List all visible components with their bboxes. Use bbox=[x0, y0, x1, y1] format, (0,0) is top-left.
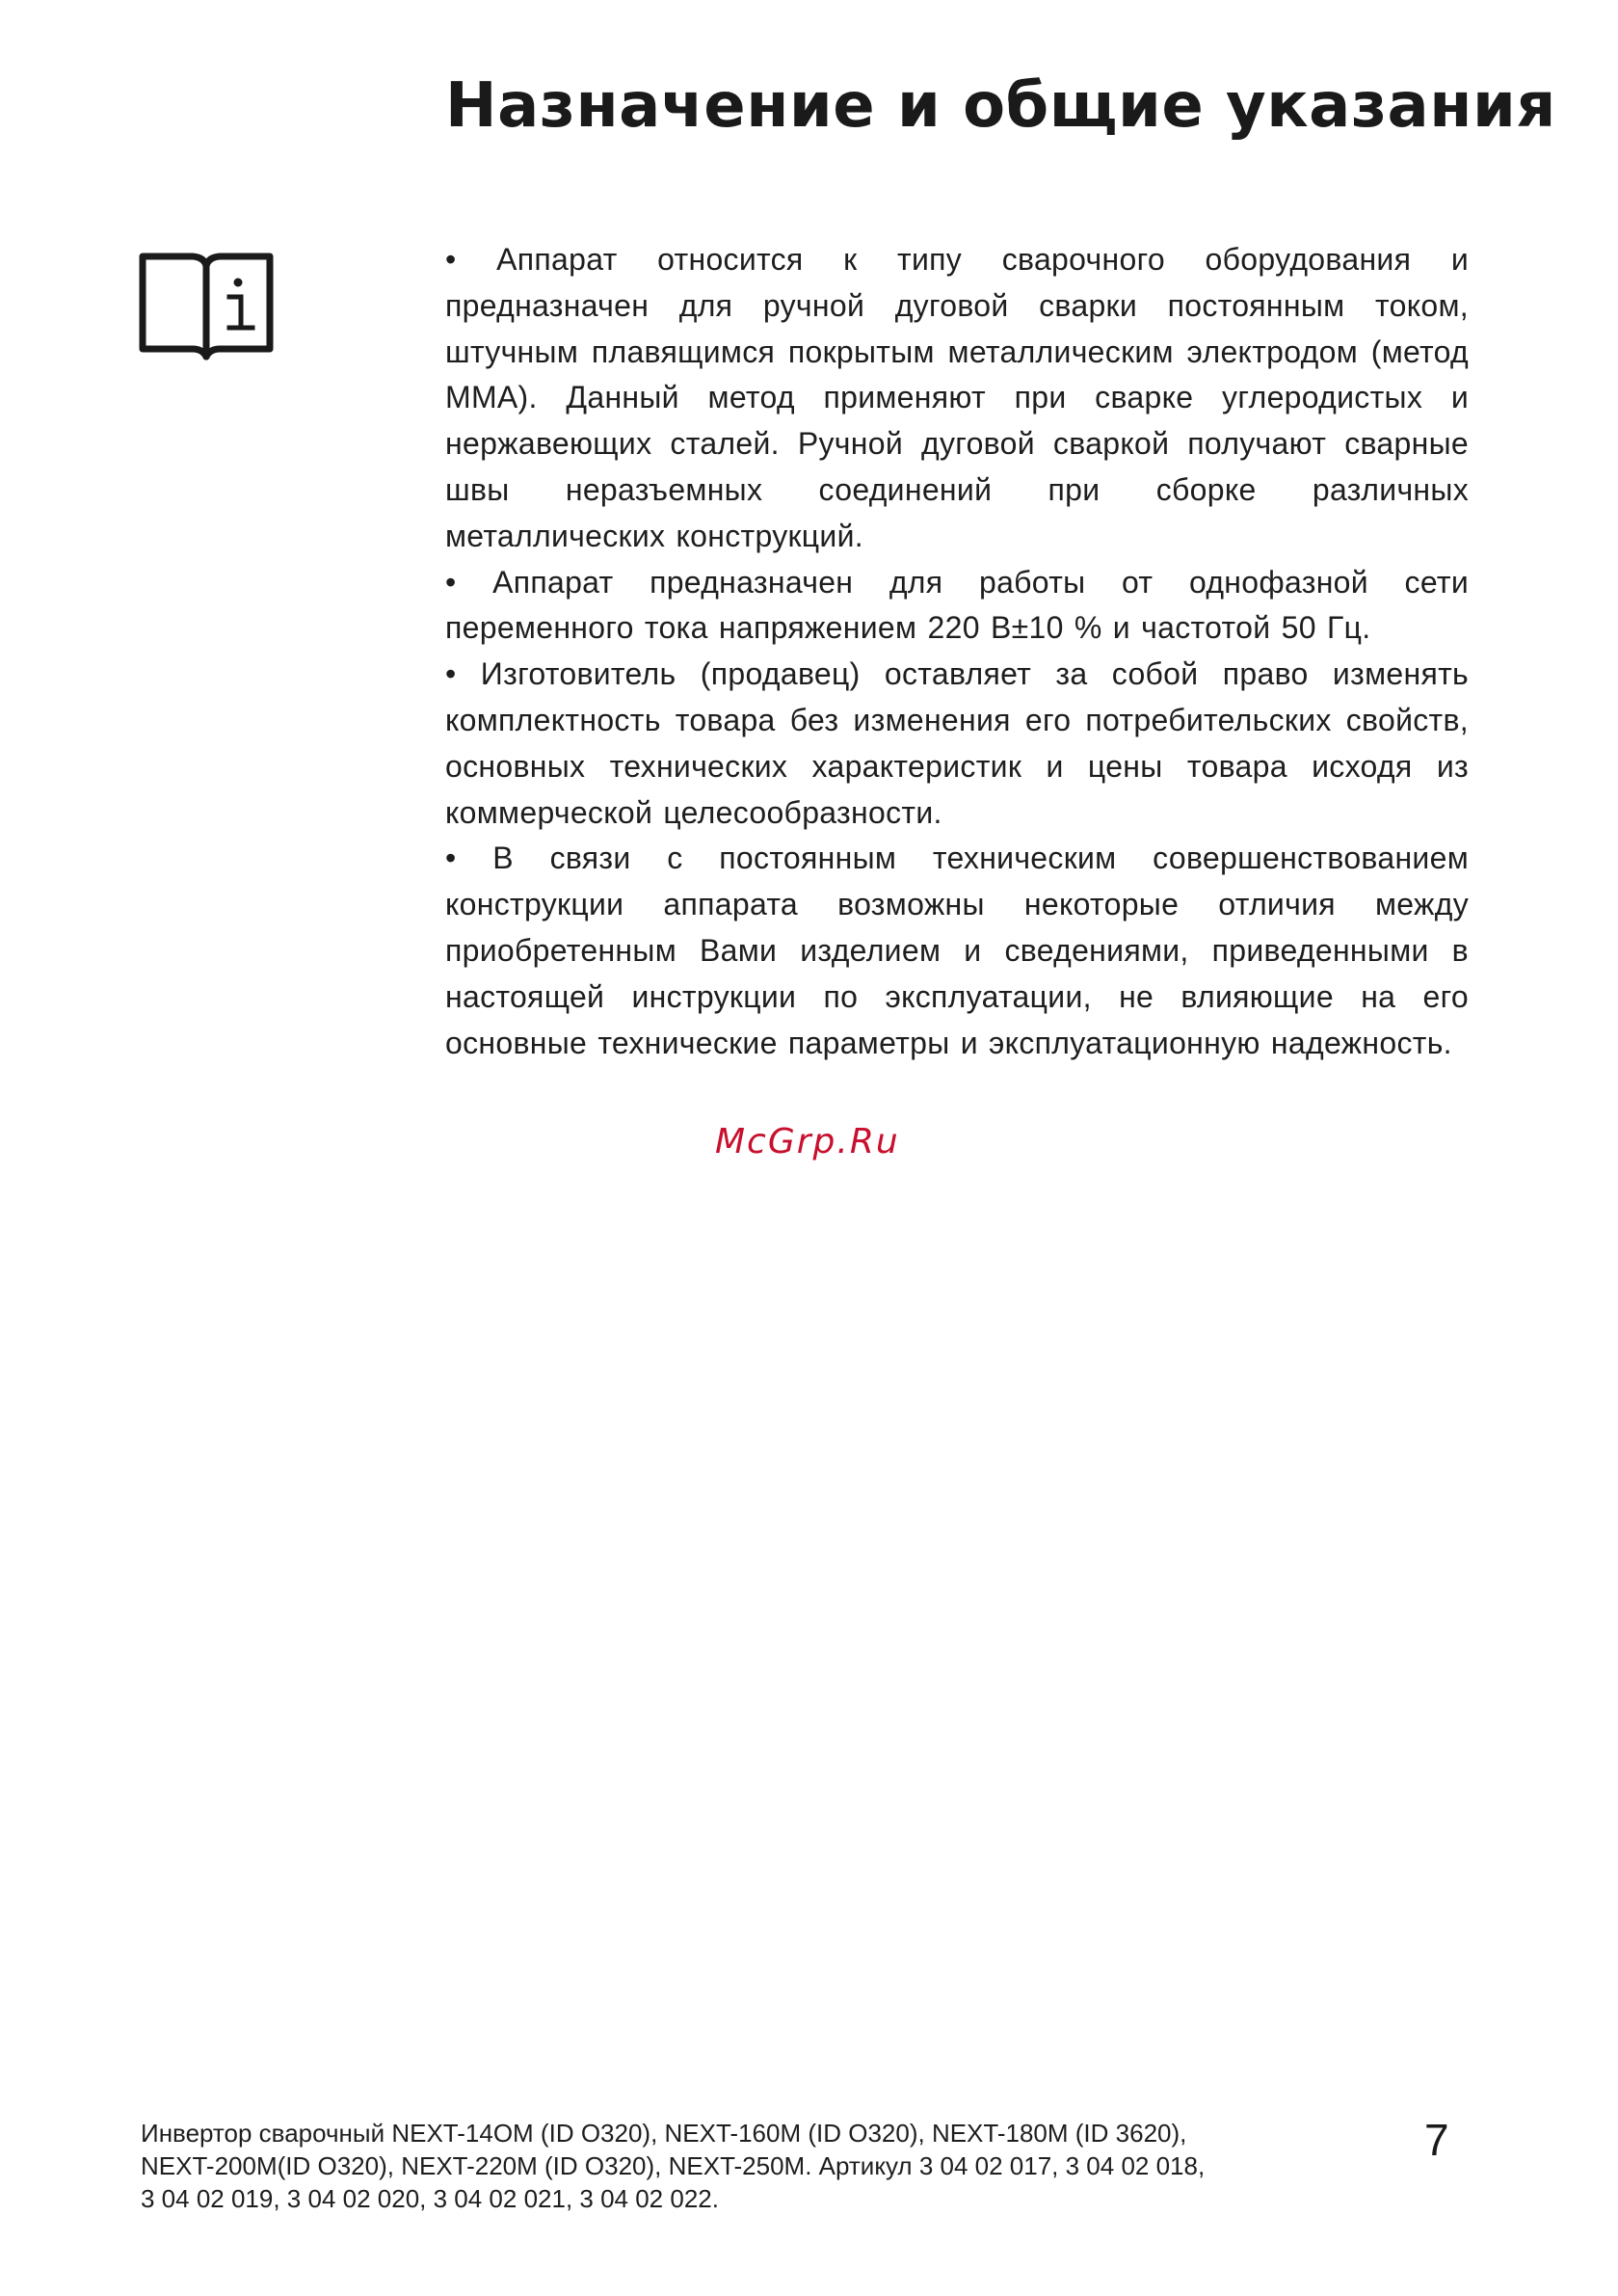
paragraph-power-supply: • Аппарат предназначен для работы от однофазной сети переменного тока напряжением 220 В±10 % и частотой 50 Гц. bbox=[445, 564, 1469, 646]
page-title: Назначение и общие указания bbox=[445, 70, 1556, 142]
paragraph-purpose: • Аппарат относится к типу сварочного оборудования и предназначен для ручной дуговой сварки постоянным током, штучным плавящимся покрытым металлическим электродом (метод ММА). Данный метод применяют при сварке углеродистых и нержавеющих сталей. Ручной дуговой сваркой получают сварные швы неразъемных соединений при сборке различных металлических конструкций. bbox=[445, 242, 1469, 553]
footer-line: NEXT-200M(ID O320), NEXT-220M (ID O320), NEXT-250M. Артикул 3 04 02 017, 3 04 02 018, bbox=[141, 2151, 1206, 2180]
open-book-info-icon bbox=[139, 249, 274, 364]
watermark: McGrp.Ru bbox=[715, 1122, 900, 1161]
footer-line: Инвертор сварочный NEXT-14OM (ID O320), NEXT-160M (ID O320), NEXT-180M (ID 3620), bbox=[141, 2119, 1187, 2148]
footer-product-info bbox=[141, 2117, 1259, 2215]
footer-line: 3 04 02 019, 3 04 02 020, 3 04 02 021, 3 04 02 022. bbox=[141, 2184, 719, 2213]
paragraph-design-changes: • В связи с постоянным техническим совершенствованием конструкции аппарата возможны некоторые отличия между приобретенным Вами изделием и сведениями, приведенными в настоящей инструкции по эксплуатации, не влияющие на его основные технические параметры и эксплуатационную надежность. bbox=[445, 841, 1469, 1060]
page-number: 7 bbox=[1424, 2115, 1449, 2165]
body-text bbox=[445, 237, 1469, 1066]
paragraph-manufacturer-rights: • Изготовитель (продавец) оставляет за собой право изменять комплектность товара без изменения его потребительских свойств, основных технических характеристик и цены товара исходя из коммерческой целесообразности. bbox=[445, 656, 1469, 830]
